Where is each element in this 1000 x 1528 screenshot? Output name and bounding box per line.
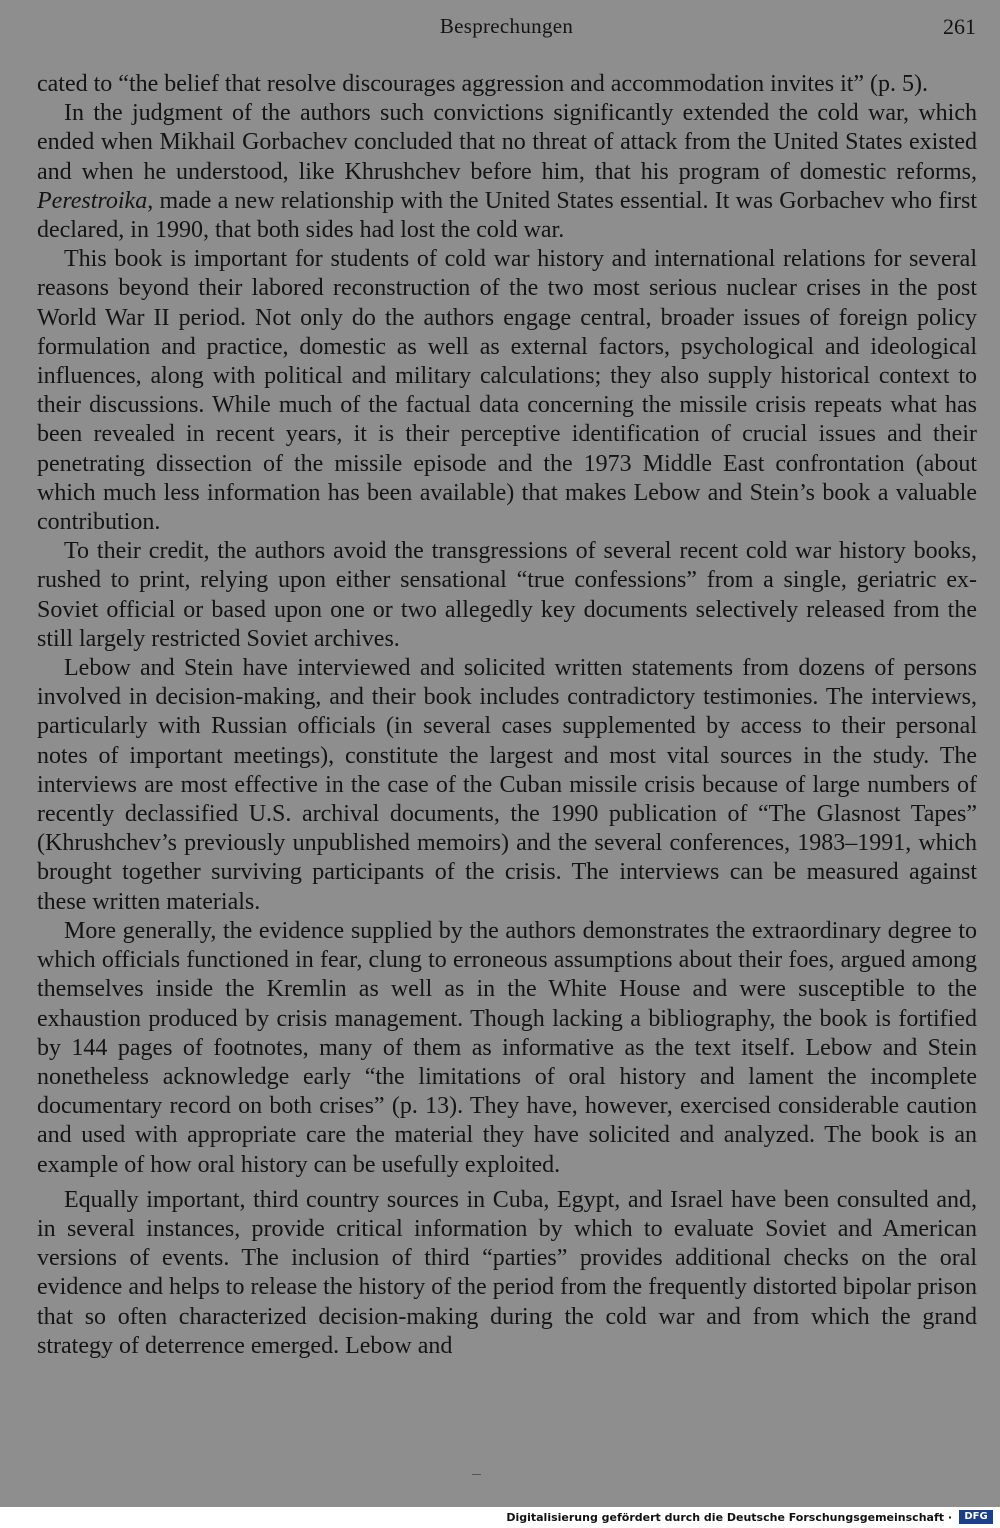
digitization-footer	[0, 1507, 1000, 1528]
paragraph	[37, 70, 977, 99]
dfg-logo: DFG	[959, 1510, 993, 1524]
paragraph-text: , made a new relationship with the United States essential. It was Gorbachev who first declared, in 1990, that both sides had lost the cold war.	[37, 187, 977, 244]
paragraph-text: Lebow and Stein have interviewed and solicited written statements from dozens of persons involved in decision-making, and their book includes contradictory testimonies. The interviews, particularly with Russian officials (in several cases supplemented by access to their personal notes of important meetings), constitute the largest and most vital sources in the study. The interviews are most effective in the case of the Cuban missile crisis because of large numbers of recently declassified U.S. archival documents, the 1990 publication of “The Glasnost Tapes” (Khrushchev’s previously unpublished memoirs) and the several conferences, 1983–1991, which brought together surviving participants of the crisis. The interviews can be measured against these written materials.	[37, 655, 977, 915]
paragraph-text: To their credit, the authors avoid the transgressions of several recent cold war history books, rushed to print, relying upon either sensational “true confessions” from a single, geriatric ex-Soviet official or based upon one or two allegedly key documents selectively released from the still largely restricted Soviet archives.	[37, 538, 977, 652]
article-body	[37, 70, 977, 1361]
paragraph	[37, 245, 977, 537]
page-number: 261	[943, 14, 976, 39]
paragraph	[37, 917, 977, 1180]
paragraph-text: Equally important, third country sources in Cuba, Egypt, and Israel have been consulted and, in several instances, provide critical information by which to evaluate Soviet and American versions of events. The inclusion of third “parties” provides additional checks on the oral evidence and helps to release the history of the period from the frequently distorted bipolar prison that so often characterized decision-making during the cold war and from which the grand strategy of deterrence emerged. Lebow and	[37, 1186, 977, 1359]
funding-credit: Digitalisierung gefördert durch die Deutsche Forschungsgemeinschaft ·	[506, 1511, 952, 1524]
paragraph	[37, 537, 977, 654]
paragraph	[37, 99, 977, 245]
running-head: Besprechungen	[439, 14, 574, 38]
paragraph-text: In the judgment of the authors such convictions significantly extended the cold war, which ended when Mikhail Gorbachev concluded that no threat of attack from the United States existed and when he understood, like Khrushchev before him, that his program of domestic reforms,	[37, 100, 977, 185]
paragraph	[37, 1186, 977, 1361]
paragraph	[37, 654, 977, 917]
page-header	[37, 14, 976, 44]
paragraph-text: More generally, the evidence supplied by the authors demonstrates the extraordinary degree to which officials functioned in fear, clung to erroneous assumptions about their foes, argued among themselves inside the Kremlin as well as in the White House and were susceptible to the exhaustion produced by crisis management. Though lacking a bibliography, the book is fortified by 144 pages of footnotes, many of them as informative as the text itself. Lebow and Stein nonetheless acknowledge early “the limitations of oral history and lament the incomplete documentary record on both crises” (p. 13). They have, however, exercised considerable caution and used with appropriate care the material they have solicited and analyzed. The book is an example of how oral history can be usefully exploited.	[37, 917, 977, 1178]
italic-term: Perestroika	[37, 187, 148, 214]
paragraph-text: cated to “the belief that resolve discourages aggression and accommodation invites it” (p. 5).	[37, 71, 929, 97]
paragraph-text: This book is important for students of cold war history and international relations for several reasons beyond their labored reconstruction of the two most serious nuclear crises in the post World War II period. Not only do the authors engage central, broader issues of foreign policy formulation and practice, domestic as well as external factors, psychological and ideological influences, along with political and military calculations; they also supply historical context to their discussions. While much of the factual data concerning the missile crisis repeats what has been revealed in recent years, it is their perceptive identification of crucial issues and their penetrating dissection of the missile episode and the 1973 Middle East confrontation (about which much less information has been available) that makes Lebow and Stein’s book a valuable contribution.	[37, 246, 977, 536]
footer-mark	[472, 1474, 481, 1475]
